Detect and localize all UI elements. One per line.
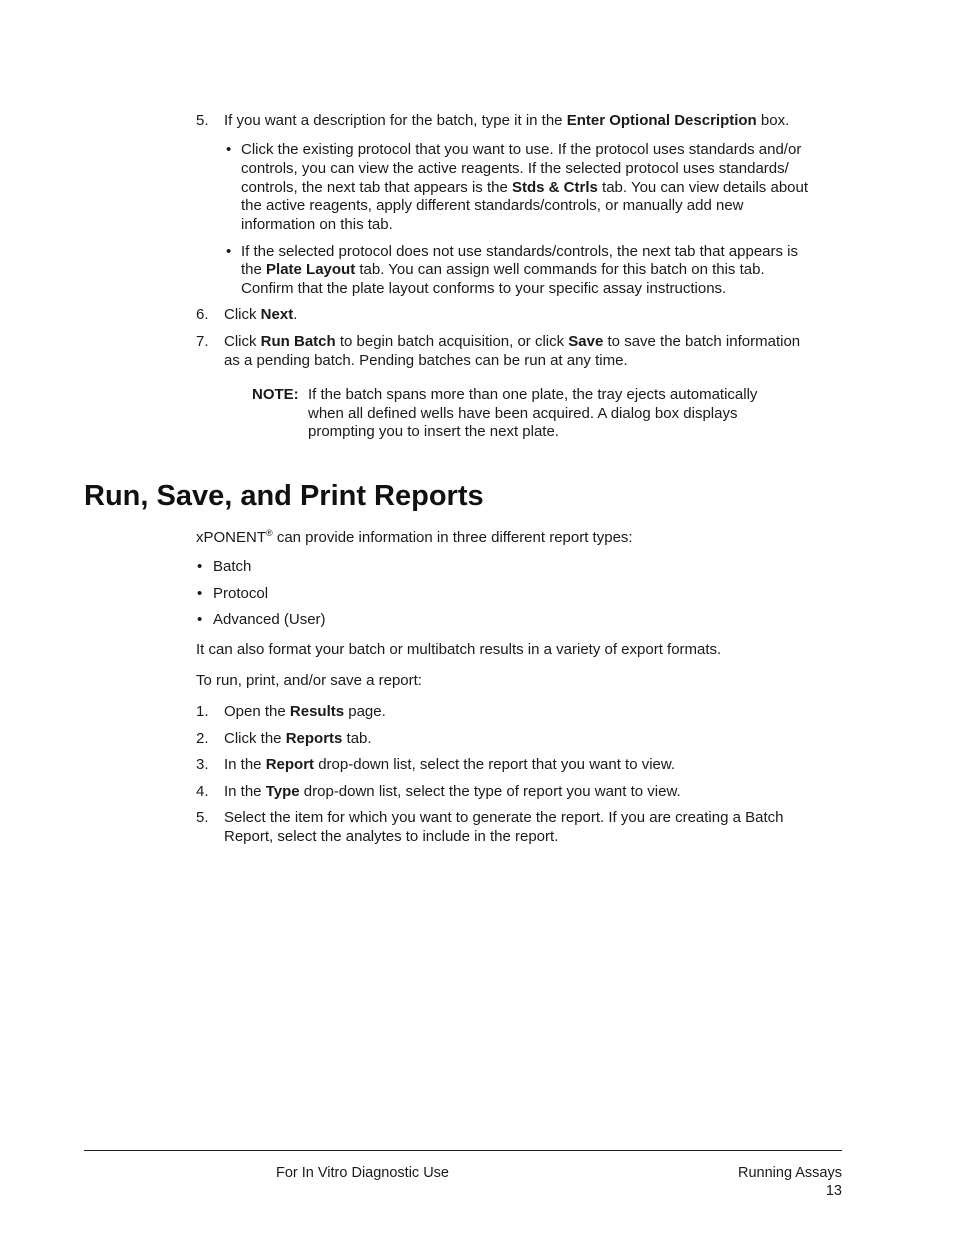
page-number: 13 <box>825 1183 842 1199</box>
report-step-4: In the Type drop-down list, select the type of report you want to view. <box>224 783 681 800</box>
footer-chapter: Running Assays <box>738 1165 842 1181</box>
bullet-1-line-5: information on this tab. <box>241 216 393 233</box>
list-number: 7. <box>196 333 209 350</box>
bullet-1-line-1: Click the existing protocol that you want to use. If the protocol uses standards and/or <box>241 141 802 158</box>
list-number: 6. <box>196 306 209 323</box>
section-heading: Run, Save, and Print Reports <box>84 480 484 512</box>
list-number: 3. <box>196 756 209 773</box>
bullet-1-line-3: controls, the next tab that appears is the Stds & Ctrls tab. You can view details about <box>241 179 809 196</box>
bullet-2-line-2: the Plate Layout tab. You can assign well commands for this batch on this tab. <box>241 261 765 278</box>
bullet-1-line-4: the active reagents, apply different standards/controls, or manually add new <box>241 197 744 214</box>
list-number: 5. <box>196 809 209 826</box>
report-type-item: Batch <box>213 558 252 575</box>
list-number: 4. <box>196 783 209 800</box>
list-number: 1. <box>196 703 209 720</box>
note-line-2: when all defined wells have been acquired. A dialog box displays <box>308 405 738 422</box>
bullet-marker: • <box>226 243 232 260</box>
footer-rule <box>84 1150 842 1151</box>
footer-left-text: For In Vitro Diagnostic Use <box>276 1165 449 1181</box>
paragraph-instructions: To run, print, and/or save a report: <box>196 672 422 689</box>
step-5-text: If you want a description for the batch, type it in the Enter Optional Description box. <box>224 112 790 129</box>
bullet-marker: • <box>197 585 203 602</box>
list-number: 5. <box>196 112 209 129</box>
bullet-marker: • <box>226 141 232 158</box>
step-7-line-2: as a pending batch. Pending batches can be run at any time. <box>224 352 628 369</box>
paragraph-export: It can also format your batch or multibatch results in a variety of export formats. <box>196 641 722 658</box>
note-line-3: prompting you to insert the next plate. <box>308 423 559 440</box>
bullet-1-line-2: controls, you can view the active reagents. If the selected protocol uses standards/ <box>241 160 789 177</box>
bullet-marker: • <box>197 558 203 575</box>
bullet-2-line-1: If the selected protocol does not use standards/controls, the next tab that appears is <box>241 243 799 260</box>
bullet-2-line-3: Confirm that the plate layout conforms to your specific assay instructions. <box>241 280 727 297</box>
step-7-line-1: Click Run Batch to begin batch acquisition, or click Save to save the batch information <box>224 333 801 350</box>
step-6-text: Click Next. <box>224 306 298 323</box>
report-step-1: Open the Results page. <box>224 703 386 720</box>
report-type-item: Advanced (User) <box>213 611 326 628</box>
report-step-3: In the Report drop-down list, select the report that you want to view. <box>224 756 676 773</box>
bullet-marker: • <box>197 611 203 628</box>
report-type-item: Protocol <box>213 585 269 602</box>
list-number: 2. <box>196 730 209 747</box>
intro-text: xPONENT® can provide information in three different report types: <box>196 528 633 546</box>
note-line-1: If the batch spans more than one plate, the tray ejects automatically <box>308 386 758 403</box>
report-step-5-line-1: Select the item for which you want to generate the report. If you are creating a Batch <box>224 809 784 826</box>
report-step-5-line-2: Report, select the analytes to include in the report. <box>224 828 559 845</box>
report-step-2: Click the Reports tab. <box>224 730 372 747</box>
note-label: NOTE: <box>252 386 299 403</box>
